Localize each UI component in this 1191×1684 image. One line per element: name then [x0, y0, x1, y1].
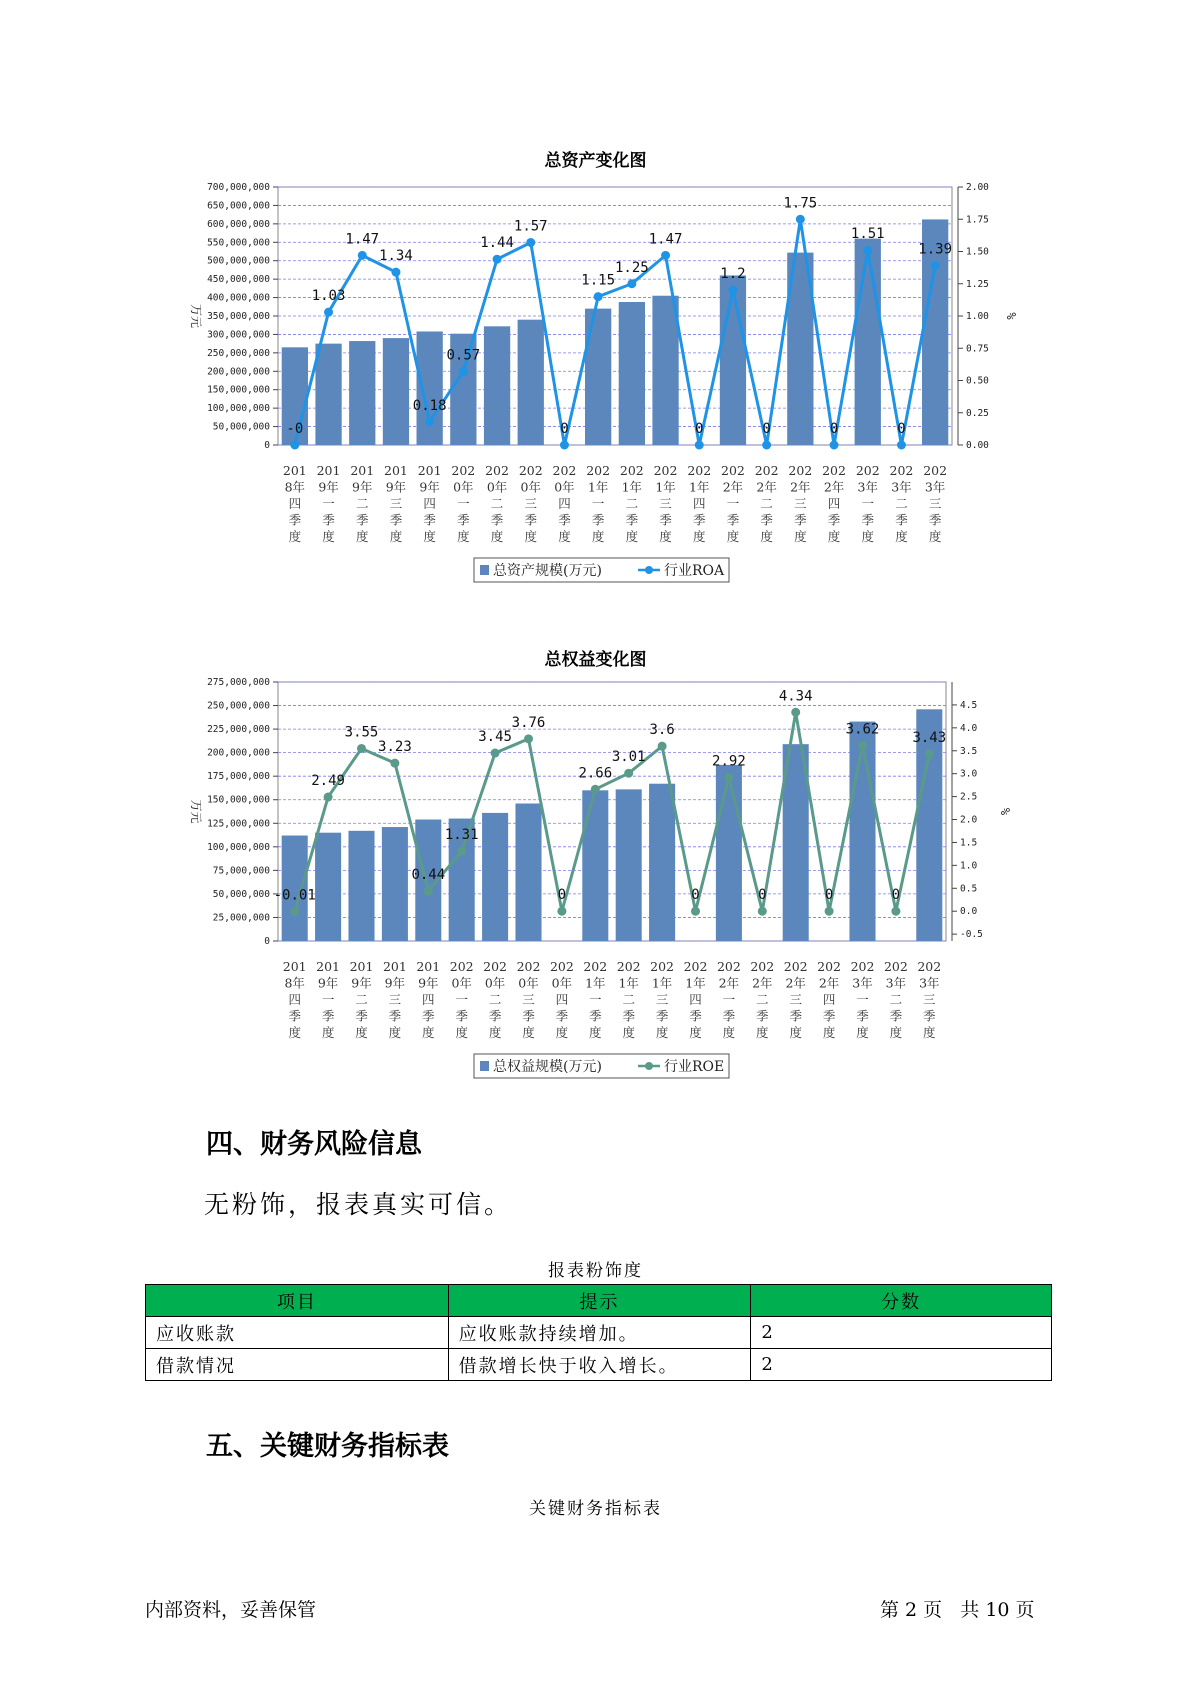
data-point: [390, 759, 399, 768]
table-row: [146, 1349, 1052, 1381]
y2-tick-label: 1.50: [966, 246, 989, 258]
x-tick-label: 201 9年一季度: [316, 463, 341, 544]
x-tick-label: 202 0年一季度: [451, 463, 476, 544]
x-tick-label: 202 0年三季度: [518, 463, 543, 544]
y-tick-label: 100,000,000: [207, 841, 270, 853]
y2-tick-label: 2.5: [960, 791, 978, 803]
column-header: 分数: [751, 1285, 1052, 1317]
y2-axis-label: %: [1004, 312, 1018, 320]
y2-tick-label: 2.00: [966, 182, 989, 193]
data-label: 0: [762, 421, 771, 437]
data-point: [391, 268, 400, 277]
y-axis-label: 万元: [189, 799, 203, 824]
x-tick-label: 202 1年一季度: [586, 463, 611, 544]
x-tick-label: 202 2年四季度: [822, 463, 846, 544]
data-label: 1.47: [345, 231, 380, 248]
data-label: 3.76: [511, 714, 546, 731]
y2-tick-label: 3.0: [960, 768, 978, 780]
data-label: 1.39: [918, 241, 953, 258]
y-tick-label: 600,000,000: [207, 218, 270, 230]
y2-tick-label: 0.0: [960, 906, 978, 918]
data-point: [557, 907, 566, 916]
data-point: [830, 441, 839, 450]
data-point: [491, 749, 500, 758]
bar: [515, 803, 541, 941]
y-tick-label: 500,000,000: [207, 255, 270, 267]
x-tick-label: 202 2年二季度: [754, 463, 779, 544]
data-point: [891, 907, 900, 916]
data-label: 1.44: [480, 235, 514, 252]
x-tick-label: 202 0年一季度: [449, 959, 474, 1040]
x-tick-label: 202 1年一季度: [583, 959, 608, 1040]
data-label: 1.51: [850, 226, 885, 243]
y2-axis-label: %: [998, 807, 1012, 816]
x-tick-label: 202 1年三季度: [653, 463, 678, 544]
y2-tick-label: 3.5: [960, 745, 978, 757]
x-tick-label: 201 9年二季度: [350, 463, 375, 544]
data-label: 0: [560, 421, 569, 437]
y2-tick-label: 4.0: [960, 722, 978, 734]
x-tick-label: 201 9年二季度: [349, 959, 374, 1040]
legend-bar-swatch: [480, 565, 489, 575]
column-header: 提示: [448, 1285, 751, 1317]
bar: [349, 341, 375, 445]
data-label: 1.31: [444, 827, 479, 844]
data-point: [762, 441, 771, 450]
x-tick-label: 201 9年四季度: [417, 463, 442, 544]
x-tick-label: 202 1年二季度: [616, 959, 641, 1040]
x-tick-label: 202 3年三季度: [923, 463, 948, 544]
bar: [616, 789, 642, 941]
y-tick-label: 0: [264, 936, 270, 947]
data-point: [791, 708, 800, 717]
y2-tick-label: 0.75: [966, 343, 989, 355]
data-label: -0.01: [273, 887, 316, 904]
x-tick-label: 201 9年一季度: [316, 959, 341, 1040]
y2-tick-label: 1.00: [966, 311, 989, 322]
y-tick-label: 350,000,000: [207, 311, 270, 322]
table-cell: 2: [751, 1349, 1052, 1381]
bar: [585, 309, 611, 445]
data-label: 3.45: [478, 729, 512, 746]
y-tick-label: 75,000,000: [212, 865, 270, 877]
y-tick-label: 400,000,000: [207, 292, 270, 304]
data-label: 0: [758, 887, 767, 904]
data-point: [591, 785, 600, 794]
bar: [649, 784, 675, 941]
data-label: 1.15: [581, 272, 616, 289]
data-point: [324, 793, 333, 802]
data-point: [358, 251, 367, 260]
footer-confidential: 内部资料，妥善保管: [145, 1599, 317, 1621]
y-tick-label: 225,000,000: [207, 724, 270, 736]
x-tick-label: 202 2年三季度: [788, 463, 813, 544]
footer-page-number: 第 2 页 共 10 页: [880, 1599, 1035, 1621]
risk-summary-text: 无粉饰，报表真实可信。: [204, 1190, 513, 1219]
bar: [417, 331, 443, 445]
bar: [382, 827, 408, 941]
bar: [849, 722, 875, 941]
data-label: 0: [557, 887, 567, 904]
legend-line-marker: [645, 1062, 653, 1070]
legend-line-label: 行业ROE: [664, 1059, 725, 1075]
y-tick-label: 700,000,000: [207, 182, 270, 193]
x-tick-label: 202 0年三季度: [516, 959, 541, 1040]
data-point: [424, 887, 433, 896]
y2-tick-label: 0.25: [966, 407, 989, 419]
data-point: [728, 286, 737, 295]
x-tick-label: 202 0年二季度: [485, 463, 509, 544]
bar: [484, 326, 510, 445]
y-tick-label: 100,000,000: [207, 403, 270, 415]
data-point: [324, 308, 333, 317]
data-label: 1.2: [720, 266, 746, 283]
data-point: [661, 251, 670, 260]
y-tick-label: 175,000,000: [207, 771, 270, 783]
y2-tick-label: 1.5: [960, 837, 978, 849]
section-heading-indicators: 五、关键财务指标表: [206, 1431, 449, 1462]
chart-equity: [0, 670, 1191, 1100]
data-label: 2.92: [712, 753, 746, 770]
data-point: [796, 215, 805, 224]
data-label: 4.34: [778, 688, 813, 705]
y-tick-label: 150,000,000: [207, 794, 270, 806]
data-label: 2.49: [311, 773, 345, 790]
y-tick-label: 250,000,000: [207, 700, 270, 712]
x-tick-label: 202 2年一季度: [721, 463, 745, 544]
data-point: [290, 907, 299, 916]
bar: [716, 765, 742, 941]
legend-bar-label: 总资产规模(万元): [493, 563, 602, 579]
y2-tick-label: -0.5: [960, 929, 983, 941]
y2-tick-label: 2.0: [960, 814, 978, 826]
y-tick-label: 50,000,000: [212, 421, 270, 433]
x-tick-label: 202 0年四季度: [552, 463, 577, 544]
data-label: 0: [897, 421, 906, 437]
data-point: [724, 773, 733, 782]
y-tick-label: 650,000,000: [207, 200, 270, 212]
table-caption-indicators: 关键财务指标表: [529, 1499, 662, 1519]
data-point: [624, 769, 633, 778]
x-tick-label: 202 2年一季度: [716, 959, 741, 1040]
y-tick-label: 150,000,000: [207, 384, 270, 396]
data-point: [695, 441, 704, 450]
legend-bar-swatch: [480, 1061, 489, 1071]
y2-tick-label: 0.00: [966, 440, 989, 451]
data-label: 0.44: [411, 867, 446, 884]
data-point: [457, 847, 466, 856]
x-tick-label: 201 8年四季度: [282, 959, 307, 1040]
x-tick-label: 202 1年四季度: [687, 463, 712, 544]
bar: [315, 833, 341, 941]
table-cell: 借款情况: [146, 1349, 449, 1381]
table-cell: 应收账款持续增加。: [448, 1317, 751, 1349]
table-cell: 2: [751, 1317, 1052, 1349]
data-label: 3.01: [611, 749, 646, 766]
y-tick-label: 275,000,000: [207, 677, 270, 688]
legend-line-marker: [645, 566, 653, 574]
x-tick-label: 202 3年二季度: [889, 463, 914, 544]
data-label: 0: [695, 421, 704, 437]
y-tick-label: 450,000,000: [207, 274, 270, 286]
bar: [482, 813, 508, 941]
y-axis-label: 万元: [189, 303, 203, 329]
data-label: 0: [691, 887, 700, 904]
data-label: 1.47: [648, 231, 683, 248]
y-tick-label: 550,000,000: [207, 237, 270, 249]
data-point: [425, 417, 434, 426]
x-tick-label: 202 0年四季度: [549, 959, 574, 1040]
chart-title-assets: 总资产变化图: [544, 151, 647, 171]
data-label: 3.6: [649, 722, 675, 739]
x-tick-label: 202 3年二季度: [883, 959, 908, 1040]
data-label: 0: [891, 887, 901, 904]
x-tick-label: 202 2年二季度: [750, 959, 775, 1040]
y2-tick-label: 1.75: [966, 214, 989, 226]
x-tick-label: 202 0年二季度: [483, 959, 508, 1040]
section-heading-risk: 四、财务风险信息: [206, 1129, 422, 1160]
bar: [518, 320, 544, 445]
x-tick-label: 202 3年一季度: [850, 959, 875, 1040]
x-tick-label: 202 2年四季度: [817, 959, 842, 1040]
y-tick-label: 125,000,000: [207, 818, 270, 830]
data-point: [493, 255, 502, 264]
data-label: 0.18: [412, 397, 447, 414]
bar: [855, 239, 881, 445]
bar: [348, 831, 374, 941]
risk-table-header: [146, 1285, 1052, 1317]
data-label: -0: [286, 421, 304, 437]
risk-table: [145, 1284, 1052, 1381]
table-cell: 应收账款: [146, 1317, 449, 1349]
x-tick-label: 202 1年四季度: [683, 959, 708, 1040]
data-label: 0.57: [446, 347, 481, 364]
data-label: 1.34: [379, 248, 413, 265]
y-tick-label: 200,000,000: [207, 366, 270, 378]
x-tick-label: 201 9年四季度: [416, 959, 441, 1040]
data-point: [459, 367, 468, 376]
y2-tick-label: 0.5: [960, 883, 978, 895]
x-tick-label: 202 1年三季度: [650, 959, 675, 1040]
y-tick-label: 300,000,000: [207, 329, 270, 341]
data-label: 0: [824, 887, 834, 904]
data-label: 2.66: [578, 765, 613, 782]
bar: [383, 338, 409, 445]
data-label: 1.25: [614, 259, 649, 276]
column-header: 项目: [146, 1285, 449, 1317]
y-tick-label: 200,000,000: [207, 747, 270, 759]
y2-tick-label: 1.25: [966, 278, 989, 290]
x-tick-label: 202 3年一季度: [855, 463, 880, 544]
legend-bar-label: 总权益规模(万元): [493, 1059, 602, 1075]
data-point: [691, 907, 700, 916]
x-tick-label: 201 8年四季度: [282, 463, 307, 544]
data-label: 3.55: [344, 724, 379, 741]
data-point: [560, 441, 569, 450]
data-point: [931, 261, 940, 270]
data-point: [825, 907, 834, 916]
data-point: [357, 744, 366, 753]
x-tick-label: 202 1年二季度: [619, 463, 644, 544]
y-tick-label: 50,000,000: [212, 888, 270, 900]
data-point: [290, 441, 299, 450]
y2-tick-label: 4.5: [960, 699, 978, 711]
x-tick-label: 202 3年三季度: [917, 959, 942, 1040]
data-point: [627, 279, 636, 288]
data-label: 3.43: [912, 729, 947, 746]
y-tick-label: 25,000,000: [212, 912, 270, 924]
data-point: [925, 749, 934, 758]
table-caption-risk: 报表粉饰度: [548, 1261, 643, 1281]
bar: [720, 275, 746, 445]
y-tick-label: 250,000,000: [207, 347, 270, 359]
data-point: [897, 441, 906, 450]
data-label: 3.62: [845, 721, 880, 738]
x-tick-label: 201 9年三季度: [384, 463, 408, 544]
data-label: 0: [829, 421, 839, 437]
table-cell: 借款增长快于收入增长。: [448, 1349, 751, 1381]
y-tick-label: 0: [264, 440, 270, 451]
legend-line-label: 行业ROA: [664, 563, 725, 579]
chart-assets: [0, 170, 1191, 620]
y2-tick-label: 1.0: [960, 860, 978, 872]
data-label: 1.03: [311, 288, 346, 305]
table-row: [146, 1317, 1052, 1349]
bar: [652, 296, 678, 445]
bar: [619, 302, 645, 445]
data-label: 3.23: [378, 739, 412, 756]
bar: [582, 790, 608, 941]
data-point: [524, 734, 533, 743]
x-tick-label: 201 9年三季度: [382, 959, 407, 1040]
chart-title-equity: 总权益变化图: [544, 650, 647, 670]
data-point: [594, 292, 603, 301]
data-point: [758, 907, 767, 916]
y2-tick-label: 0.50: [966, 375, 989, 387]
data-point: [858, 741, 867, 750]
data-point: [658, 742, 667, 751]
data-label: 1.75: [783, 195, 818, 212]
x-tick-label: 202 2年三季度: [783, 959, 808, 1040]
data-point: [863, 246, 872, 255]
data-label: 1.57: [513, 218, 548, 235]
bar: [315, 344, 341, 445]
data-point: [526, 238, 535, 247]
